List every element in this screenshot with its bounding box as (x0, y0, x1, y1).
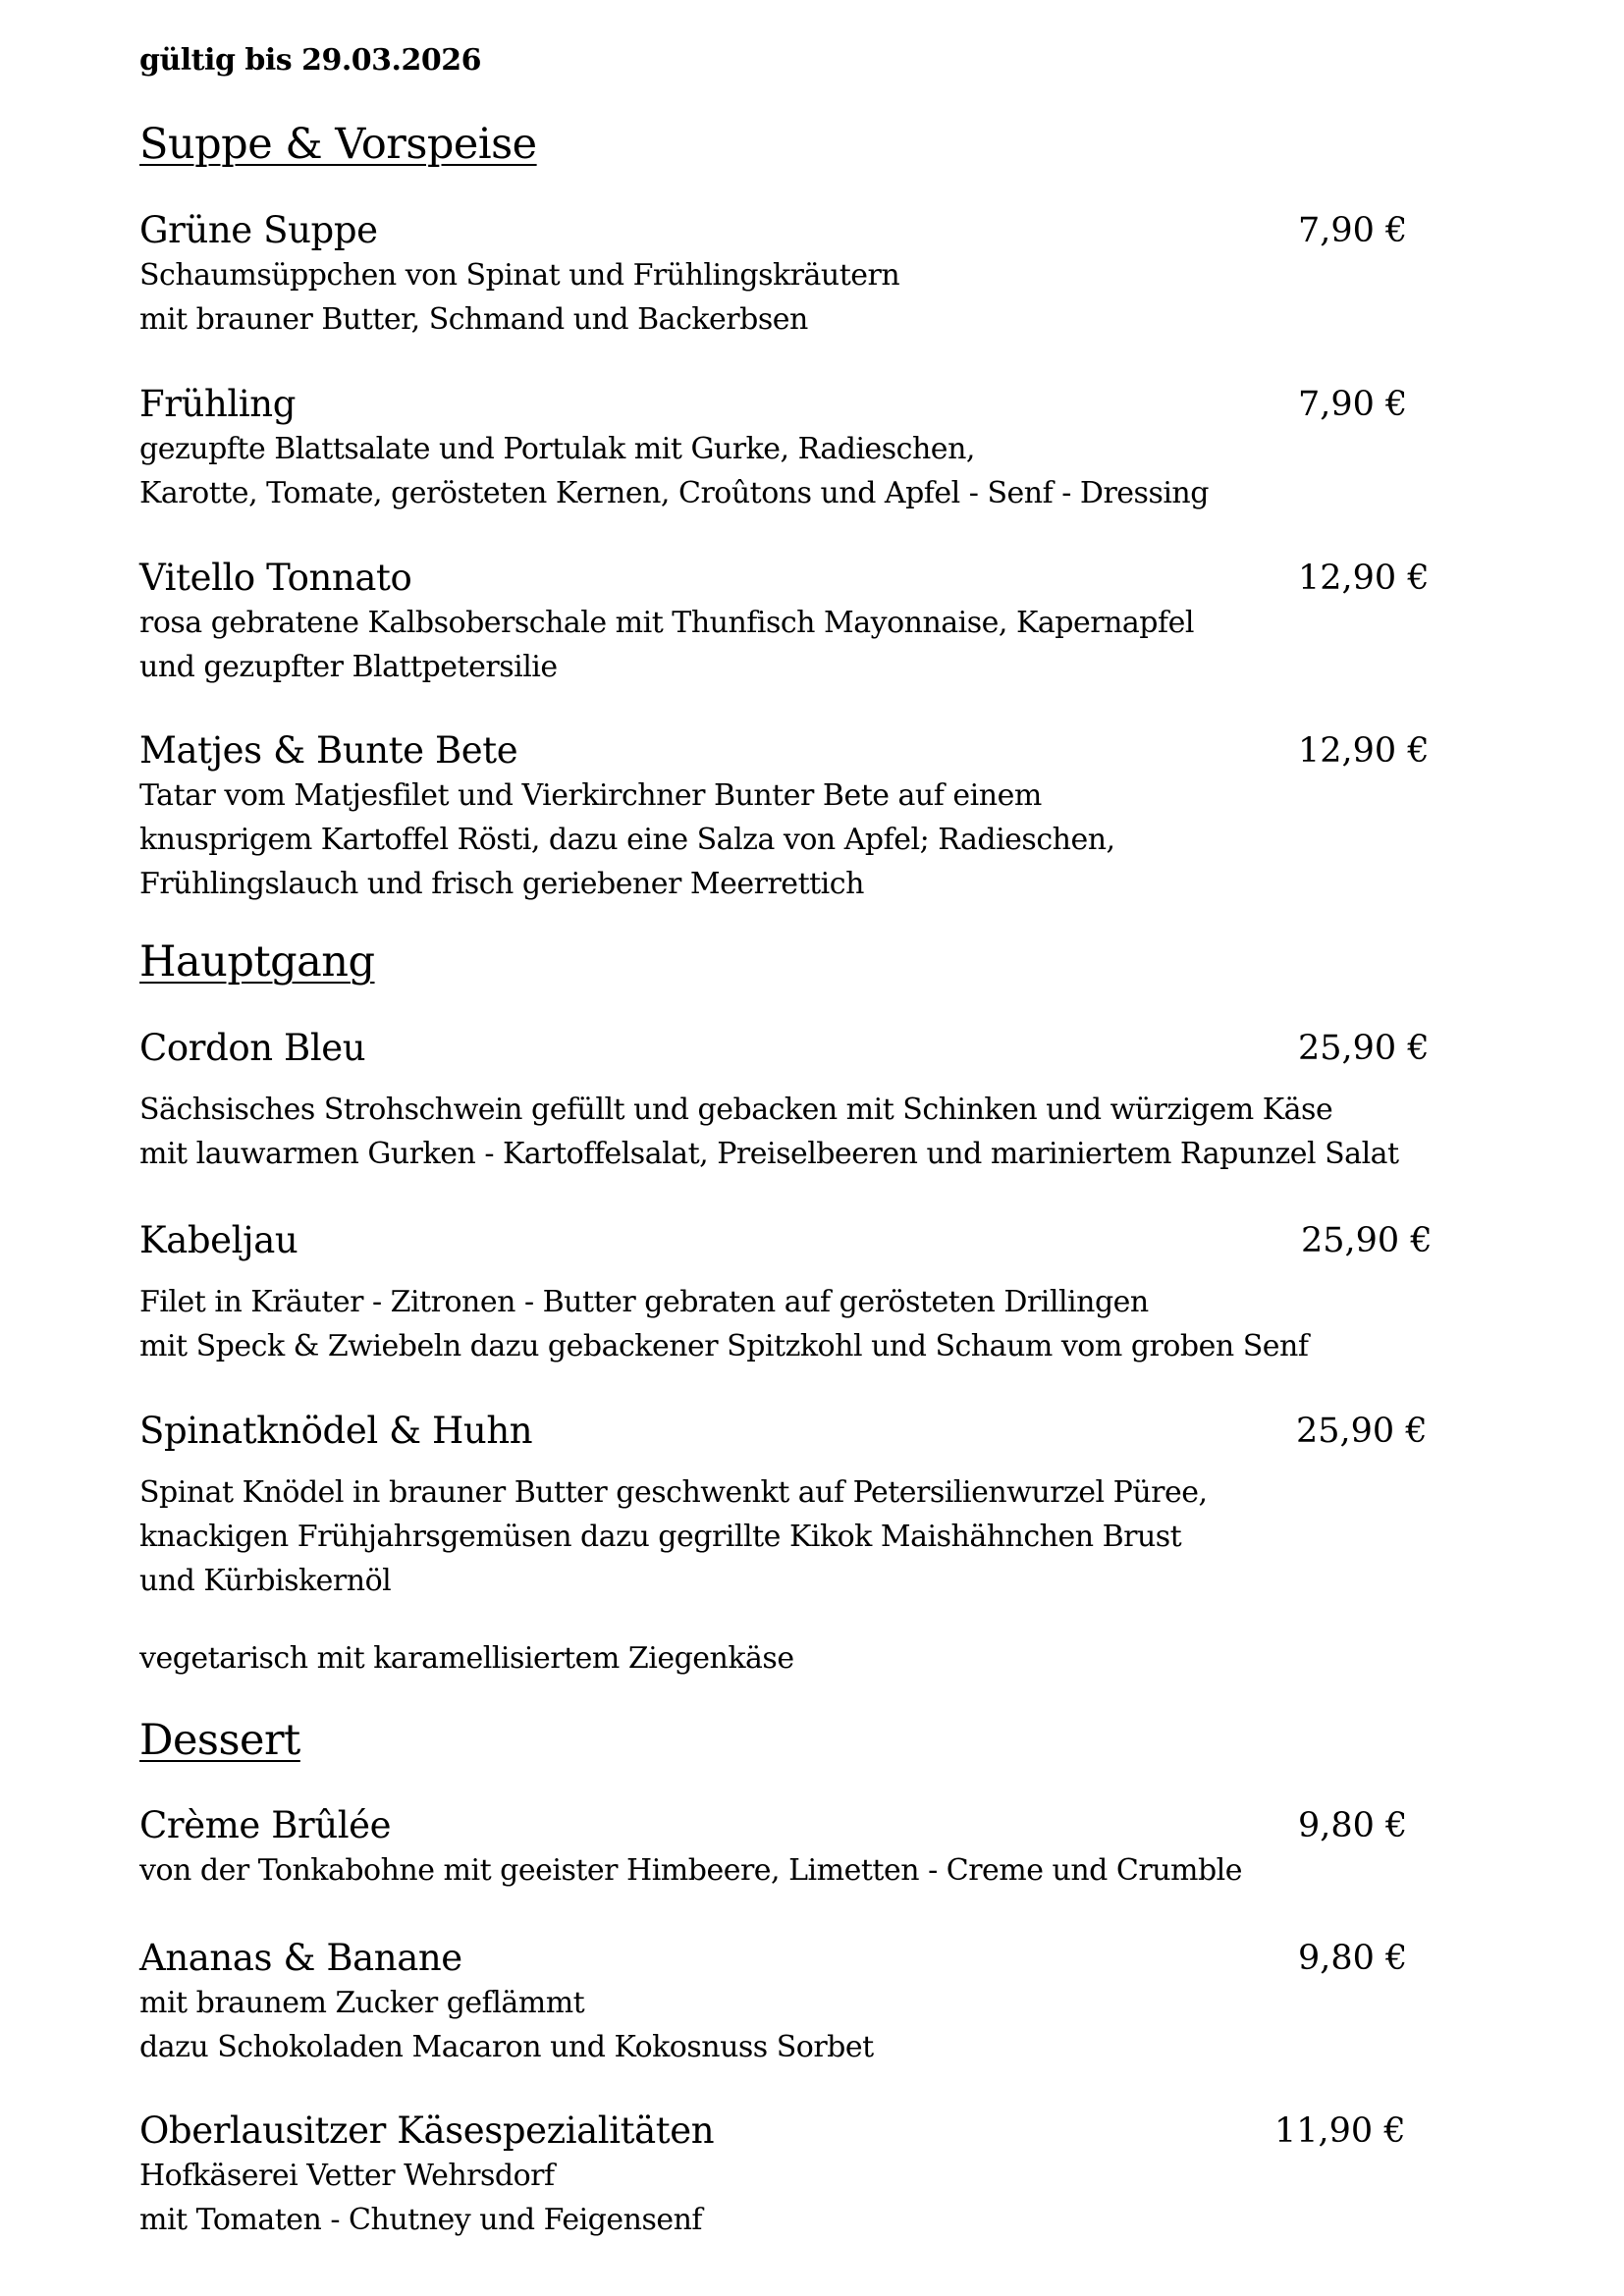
dish-name: Ananas & Banane (139, 1937, 462, 1979)
dish-description-line: Frühlingslauch und frisch geriebener Meerrettich (139, 867, 864, 901)
menu-item (139, 208, 1514, 342)
dish-description-line: Filet in Kräuter - Zitronen - Butter gebraten auf gerösteten Drillingen (139, 1285, 1149, 1319)
dish-price: 25,90 € (1296, 1412, 1428, 1451)
dish-name: Oberlausitzer Käsespezialitäten (139, 2109, 715, 2152)
section-title-main-course: Hauptgang (139, 937, 375, 987)
dish-name: Crème Brûlée (139, 1804, 392, 1846)
menu-item (139, 556, 1514, 689)
dish-description-line: mit Speck & Zwiebeln dazu gebackener Spitzkohl und Schaum vom groben Senf (139, 1329, 1309, 1363)
menu-item (139, 1803, 1514, 1893)
menu-item (139, 1218, 1514, 1368)
dish-description-line: von der Tonkabohne mit geeister Himbeere, Limetten - Creme und Crumble (139, 1853, 1243, 1888)
dish-price: 9,80 € (1298, 1806, 1408, 1845)
dish-price: 12,90 € (1298, 559, 1430, 598)
section-title-dessert: Dessert (139, 1716, 300, 1765)
menu-item (139, 728, 1514, 906)
dish-price: 25,90 € (1298, 1029, 1430, 1068)
validity-date: gültig bis 29.03.2026 (139, 43, 481, 78)
dish-description-line: Schaumsüppchen von Spinat und Frühlingskräutern (139, 258, 900, 293)
dish-price: 7,90 € (1298, 211, 1408, 250)
dish-description-line: und gezupfter Blattpetersilie (139, 650, 558, 684)
menu-item (139, 1026, 1514, 1176)
menu-item (139, 1936, 1514, 2069)
dish-description-line: mit lauwarmen Gurken - Kartoffelsalat, Preiselbeeren und mariniertem Rapunzel Salat (139, 1137, 1399, 1171)
dish-price: 7,90 € (1298, 385, 1408, 424)
dish-price: 25,90 € (1301, 1221, 1433, 1260)
menu-item (139, 382, 1514, 515)
dish-price: 12,90 € (1298, 731, 1430, 771)
dish-price: 9,80 € (1298, 1939, 1408, 1978)
dish-description-line: Tatar vom Matjesfilet und Vierkirchner Bunter Bete auf einem (139, 778, 1042, 813)
dish-name: Spinatknödel & Huhn (139, 1410, 533, 1452)
dish-name: Cordon Bleu (139, 1027, 366, 1069)
dish-description-line: Hofkäserei Vetter Wehrsdorf (139, 2159, 555, 2193)
dish-description-line: gezupfte Blattsalate und Portulak mit Gurke, Radieschen, (139, 432, 975, 466)
dish-description-line: knusprigem Kartoffel Rösti, dazu eine Salza von Apfel; Radieschen, (139, 823, 1115, 857)
dish-description-line: mit braunem Zucker geflämmt (139, 1986, 585, 2020)
menu-item (139, 2109, 1514, 2242)
menu-item (139, 1409, 1514, 1603)
dish-description-line: mit Tomaten - Chutney und Feigensenf (139, 2203, 703, 2237)
dish-description-line: und Kürbiskernöl (139, 1564, 392, 1598)
dish-description-line: Sächsisches Strohschwein gefüllt und gebacken mit Schinken und würzigem Käse (139, 1093, 1333, 1127)
dish-description-line: Karotte, Tomate, gerösteten Kernen, Croûtons und Apfel - Senf - Dressing (139, 476, 1209, 510)
dish-price: 11,90 € (1274, 2111, 1406, 2151)
dish-name: Vitello Tonnato (139, 557, 412, 599)
dish-name: Frühling (139, 383, 297, 425)
dish-description-line: Spinat Knödel in brauner Butter geschwenkt auf Petersilienwurzel Püree, (139, 1475, 1208, 1510)
dish-description-line: knackigen Frühjahrsgemüsen dazu gegrillte Kikok Maishähnchen Brust (139, 1520, 1182, 1554)
section-title-starters: Suppe & Vorspeise (139, 120, 537, 169)
dish-description-line: rosa gebratene Kalbsoberschale mit Thunfisch Mayonnaise, Kapernapfel (139, 606, 1194, 640)
dish-name: Kabeljau (139, 1219, 298, 1261)
vegetarian-note: vegetarisch mit karamellisiertem Ziegenkäse (139, 1641, 794, 1676)
dish-name: Matjes & Bunte Bete (139, 729, 518, 772)
dish-description-line: mit brauner Butter, Schmand und Backerbsen (139, 302, 808, 337)
dish-description-line: dazu Schokoladen Macaron und Kokosnuss Sorbet (139, 2030, 874, 2064)
dish-name: Grüne Suppe (139, 209, 378, 251)
